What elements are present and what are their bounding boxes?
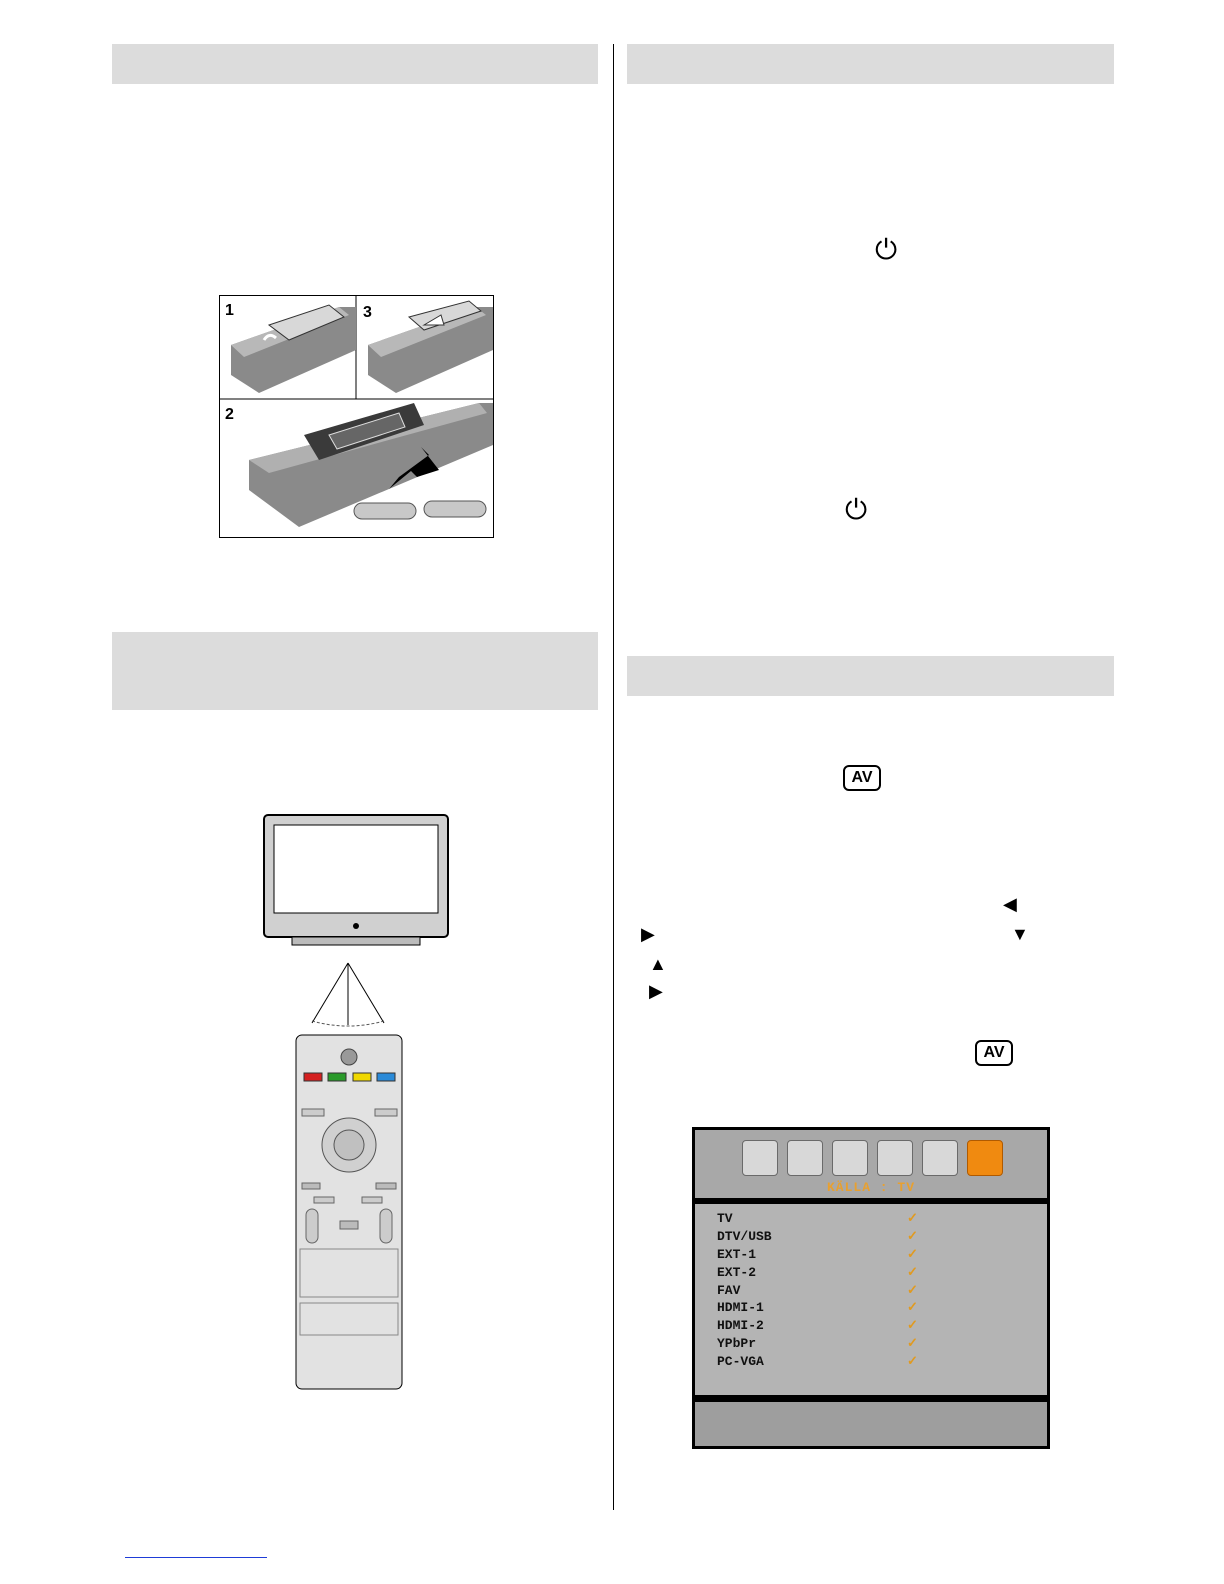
- source-item-tv[interactable]: TV: [717, 1211, 733, 1226]
- check-icon: ✓: [907, 1264, 918, 1279]
- source-item-pc-vga[interactable]: PC-VGA: [717, 1354, 764, 1369]
- sound-icon[interactable]: [787, 1140, 823, 1176]
- step-label-1: 1: [225, 302, 234, 319]
- check-icon: ✓: [907, 1210, 918, 1225]
- av-button-icon: AV: [975, 1040, 1013, 1066]
- menu-title: KÄLLA : TV: [826, 1180, 915, 1195]
- arrow-down-icon: ▼: [1011, 924, 1029, 944]
- source-item-ext1[interactable]: EXT-1: [717, 1247, 757, 1262]
- source-item-hdmi2[interactable]: HDMI-2: [717, 1318, 764, 1333]
- source-item-ext2[interactable]: EXT-2: [717, 1265, 757, 1280]
- source-item-hdmi1[interactable]: HDMI-1: [717, 1300, 764, 1315]
- source-item-fav[interactable]: FAV: [717, 1283, 741, 1298]
- source-item-dtv-usb[interactable]: DTV/USB: [717, 1229, 772, 1244]
- menu-header: [695, 1130, 1047, 1198]
- check-icon: ✓: [907, 1282, 918, 1297]
- standby-icon: ⏻: [845, 494, 868, 525]
- notes-icon[interactable]: [922, 1140, 958, 1176]
- check-icon: ✓: [907, 1335, 918, 1350]
- av-button-icon: AV: [843, 765, 881, 791]
- arrow-right-icon: ▶: [641, 924, 655, 944]
- section-header-bar-right-top: [627, 44, 1114, 84]
- features-icon[interactable]: [832, 1140, 868, 1176]
- check-icon: ✓: [907, 1299, 918, 1314]
- arrow-right-icon: ▶: [649, 981, 663, 1001]
- source-icon[interactable]: [967, 1140, 1003, 1176]
- section-header-bar-left-middle: [112, 632, 598, 710]
- footer-rule: [125, 1557, 267, 1558]
- picture-icon[interactable]: [742, 1140, 778, 1176]
- setup-icon[interactable]: [877, 1140, 913, 1176]
- step-label-3: 3: [363, 304, 372, 321]
- check-icon: ✓: [907, 1246, 918, 1261]
- check-icon: ✓: [907, 1228, 918, 1243]
- source-list: [695, 1204, 1047, 1395]
- check-icon: ✓: [907, 1353, 918, 1368]
- battery-installation-figure: [219, 295, 494, 538]
- arrow-left-icon: ◀: [1003, 894, 1017, 914]
- check-icon: ✓: [907, 1317, 918, 1332]
- column-divider: [613, 44, 614, 1510]
- section-header-bar-left-top: [112, 44, 598, 84]
- source-menu-screenshot: [692, 1127, 1050, 1449]
- step-label-2: 2: [225, 406, 234, 423]
- section-header-bar-right-middle: [627, 656, 1114, 696]
- remote-operating-range-figure: [262, 813, 452, 1393]
- source-item-ypbpr[interactable]: YPbPr: [717, 1336, 757, 1351]
- arrow-up-icon: ▲: [649, 954, 667, 974]
- menu-footer: [695, 1402, 1047, 1446]
- standby-icon: ⏻: [875, 234, 898, 265]
